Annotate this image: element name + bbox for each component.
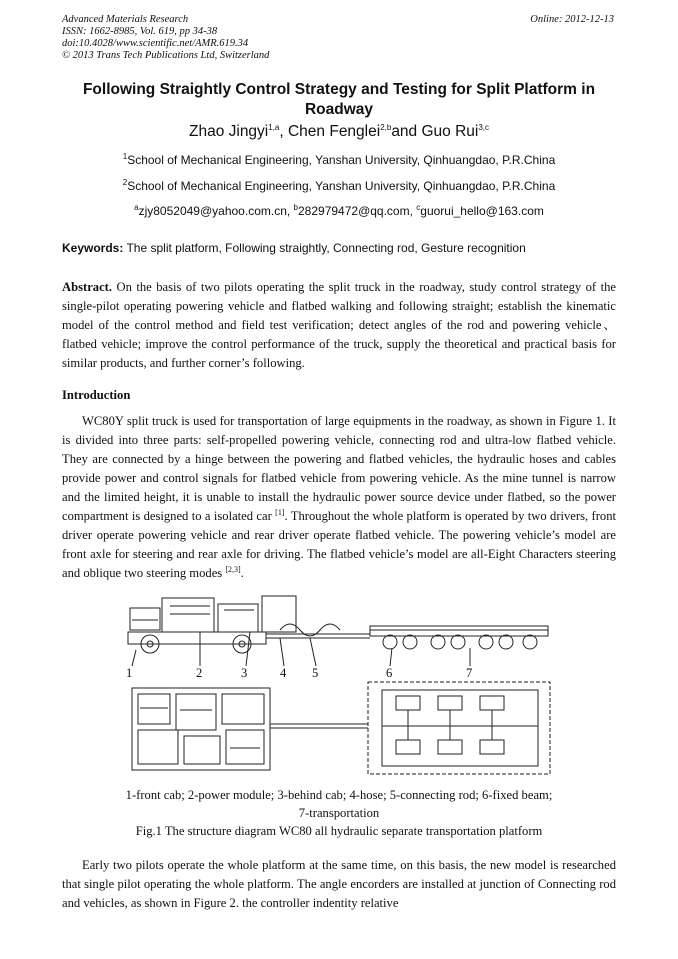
doi: doi:10.4028/www.scientific.net/AMR.619.34	[62, 38, 249, 49]
abstract	[62, 278, 616, 373]
intro-p1-text-a: WC80Y split truck is used for transportation of large equipments in the roadway, as shown in Figure 1. It is divided into three parts: self-propelled powering vehicle, connecting rod and ultra-low flatbed vehicle. They are connected by a hinge between the powering and flatbed vehicles, the hydraulic hoses and cables provide power and control signals for flatbed vehicle from powering vehicle. As the mine tunnel is narrow and the limited height, it is unable to install the hydraulic power source device under flatbed, so the power compartment is designed to a isolated car	[62, 414, 616, 523]
citation-1[interactable]: [1]	[275, 507, 285, 517]
journal-header	[62, 14, 269, 62]
part-label-2: 2	[196, 666, 203, 680]
abstract-text: On the basis of two pilots operating the split truck in the roadway, study control strategy of the single-pilot operating powering vehicle and flatbed walking and following straight; establish the kinematic model of the control method and field test verification; detect angles of the rod and powering vehicle、flatbed vehicle; improve the control performance of the truck, supply the theoretical and practical basis for similar products, and further corner’s following.	[62, 280, 616, 370]
author-3: and Guo Rui	[391, 123, 479, 140]
affiliation-1	[62, 153, 616, 167]
intro-p1-text-b: . Throughout the whole platform is operated by two drivers, front driver operate powering vehicle and rear driver operate flatbed vehicle. The powering vehicle’s model are front axle for steering and rear axle for driving. The flatbed vehicle’s model are all-Eight Characters steering and oblique two steering modes	[62, 509, 616, 580]
figure-1-diagram	[120, 590, 558, 780]
keywords	[62, 241, 616, 255]
part-label-4: 4	[280, 666, 287, 680]
email-c-sup: c	[416, 203, 421, 212]
part-label-3: 3	[241, 666, 248, 680]
figure-1-caption: Fig.1 The structure diagram WC80 all hydraulic separate transportation platform	[135, 824, 543, 838]
section-heading-introduction: Introduction	[62, 388, 131, 402]
author-3-sup: 3,c	[478, 122, 490, 132]
intro-p1-text-c: .	[240, 566, 244, 580]
part-label-6: 6	[386, 666, 393, 680]
part-label-1: 1	[126, 666, 133, 680]
part-label-7: 7	[466, 666, 473, 680]
affiliation-1-sup: 1	[122, 152, 128, 161]
affiliation-2-text: School of Mechanical Engineering, Yanshan University, Qinhuangdao, P.R.China	[127, 179, 556, 193]
figure-legend-line-2: 7-transportation	[298, 806, 380, 820]
affiliation-2-sup: 2	[122, 178, 128, 187]
figure-1-legend	[62, 786, 616, 822]
figure-legend-line-1: 1-front cab; 2-power module; 3-behind cab; 4-hose; 5-connecting rod; 6-fixed beam;	[125, 788, 553, 802]
citation-2[interactable]: [2,3]	[225, 564, 241, 574]
intro-paragraph-2: Early two pilots operate the whole platform at the same time, on this basis, the new model is researched that single pilot operating the whole platform. The angle encorders are installed at junction of Connecting rod and vehicles, as shown in Figure 2. the controller indentity relative	[62, 858, 616, 910]
abstract-label: Abstract.	[62, 280, 113, 294]
keywords-text: The split platform, Following straightly, Connecting rod, Gesture recognition	[123, 241, 526, 255]
copyright: © 2013 Trans Tech Publications Ltd, Switzerland	[62, 50, 270, 61]
email-b-sup: b	[293, 203, 298, 212]
email-a[interactable]: zjy8052049@yahoo.com.cn,	[138, 204, 294, 218]
vehicle-drawing	[120, 590, 558, 780]
email-c[interactable]: guorui_hello@163.com	[420, 204, 544, 218]
journal-name: Advanced Materials Research	[62, 14, 189, 25]
author-line	[62, 123, 616, 141]
intro-paragraph-1	[62, 412, 616, 583]
affiliation-1-text: School of Mechanical Engineering, Yanshan University, Qinhuangdao, P.R.China	[127, 153, 556, 167]
email-b[interactable]: 282979472@qq.com,	[298, 204, 417, 218]
part-label-5: 5	[312, 666, 319, 680]
keywords-label: Keywords:	[62, 241, 124, 255]
author-1-sup: 1,a	[268, 122, 280, 132]
email-a-sup: a	[134, 203, 139, 212]
email-line	[62, 204, 616, 218]
author-2-sup: 2,b	[380, 122, 392, 132]
online-date: Online: 2012-12-13	[530, 14, 614, 25]
affiliation-2	[62, 179, 616, 193]
paper-title: Following Straightly Control Strategy and Testing for Split Platform in Roadway	[82, 81, 596, 118]
author-1: Zhao Jingyi	[188, 123, 269, 140]
author-2: , Chen Fenglei	[279, 123, 381, 140]
issn: ISSN: 1662-8985, Vol. 619, pp 34-38	[62, 26, 218, 37]
